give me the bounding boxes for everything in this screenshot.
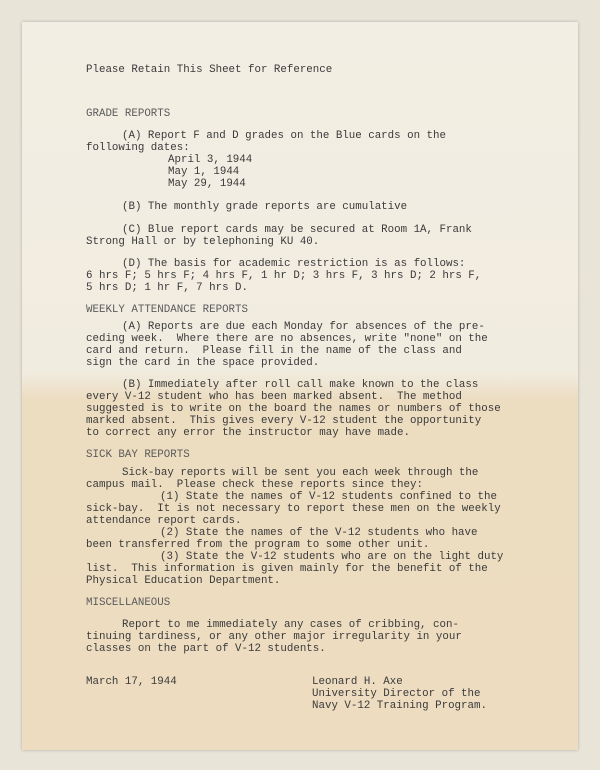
miscellaneous-line1: Report to me immediately any cases of cribbing, con- <box>122 619 459 631</box>
miscellaneous-heading: MISCELLANEOUS <box>86 597 171 609</box>
grade-reports-date-1: April 3, 1944 <box>168 154 253 166</box>
weekly-attendance-b-line4: marked absent. This gives every V-12 student the opportunity <box>86 415 482 427</box>
sick-bay-item2-line2: been transferred from the program to some other unit. <box>86 539 430 551</box>
weekly-attendance-b-line2: every V-12 student who has been marked absent. The method <box>86 391 462 403</box>
signature-title-line1: University Director of the <box>312 688 481 700</box>
document-sheet <box>22 22 578 750</box>
grade-reports-date-3: May 29, 1944 <box>168 178 246 190</box>
sick-bay-item1-line3: attendance report cards. <box>86 515 242 527</box>
sick-bay-heading: SICK BAY REPORTS <box>86 449 190 461</box>
signature-title-line2: Navy V-12 Training Program. <box>312 700 487 712</box>
sick-bay-item3-line1: (3) State the V-12 students who are on the light duty <box>160 551 504 563</box>
weekly-attendance-a-line2: ceding week. Where there are no absences, write "none" on the <box>86 333 488 345</box>
weekly-attendance-heading: WEEKLY ATTENDANCE REPORTS <box>86 304 248 316</box>
miscellaneous-line2: tinuing tardiness, or any other major irregularity in your <box>86 631 462 643</box>
reference-notice: Please Retain This Sheet for Reference <box>86 64 333 76</box>
weekly-attendance-a-line4: sign the card in the space provided. <box>86 357 320 369</box>
grade-reports-heading: GRADE REPORTS <box>86 108 171 120</box>
sick-bay-item3-line2: list. This information is given mainly for the benefit of the <box>86 563 488 575</box>
grade-reports-b: (B) The monthly grade reports are cumulative <box>122 201 408 213</box>
sick-bay-item3-line3: Physical Education Department. <box>86 575 281 587</box>
grade-reports-c-line1: (C) Blue report cards may be secured at Room 1A, Frank <box>122 224 472 236</box>
grade-reports-c-line2: Strong Hall or by telephoning KU 40. <box>86 236 320 248</box>
sick-bay-intro-line2: campus mail. Please check these reports since they: <box>86 479 423 491</box>
weekly-attendance-b-line3: suggested is to write on the board the names or numbers of those <box>86 403 501 415</box>
grade-reports-d-line1: (D) The basis for academic restriction is as follows: <box>122 258 466 270</box>
weekly-attendance-b-line5: to correct any error the instructor may have made. <box>86 427 410 439</box>
sick-bay-intro-line1: Sick-bay reports will be sent you each week through the <box>122 467 479 479</box>
signature-name: Leonard H. Axe <box>312 676 403 688</box>
grade-reports-d-line2: 6 hrs F; 5 hrs F; 4 hrs F, 1 hr D; 3 hrs F, 3 hrs D; 2 hrs F, <box>86 270 482 282</box>
miscellaneous-line3: classes on the part of V-12 students. <box>86 643 326 655</box>
grade-reports-a-line2: following dates: <box>86 142 190 154</box>
weekly-attendance-a-line3: card and return. Please fill in the name of the class and <box>86 345 462 357</box>
sick-bay-item1-line1: (1) State the names of V-12 students confined to the <box>160 491 497 503</box>
weekly-attendance-a-line1: (A) Reports are due each Monday for absences of the pre- <box>122 321 485 333</box>
sick-bay-item1-line2: sick-bay. It is not necessary to report these men on the weekly <box>86 503 501 515</box>
grade-reports-date-2: May 1, 1944 <box>168 166 240 178</box>
weekly-attendance-b-line1: (B) Immediately after roll call make known to the class <box>122 379 479 391</box>
document-date: March 17, 1944 <box>86 676 177 688</box>
sick-bay-item2-line1: (2) State the names of the V-12 students who have <box>160 527 478 539</box>
grade-reports-a-line1: (A) Report F and D grades on the Blue cards on the <box>122 130 446 142</box>
grade-reports-d-line3: 5 hrs D; 1 hr F, 7 hrs D. <box>86 282 248 294</box>
